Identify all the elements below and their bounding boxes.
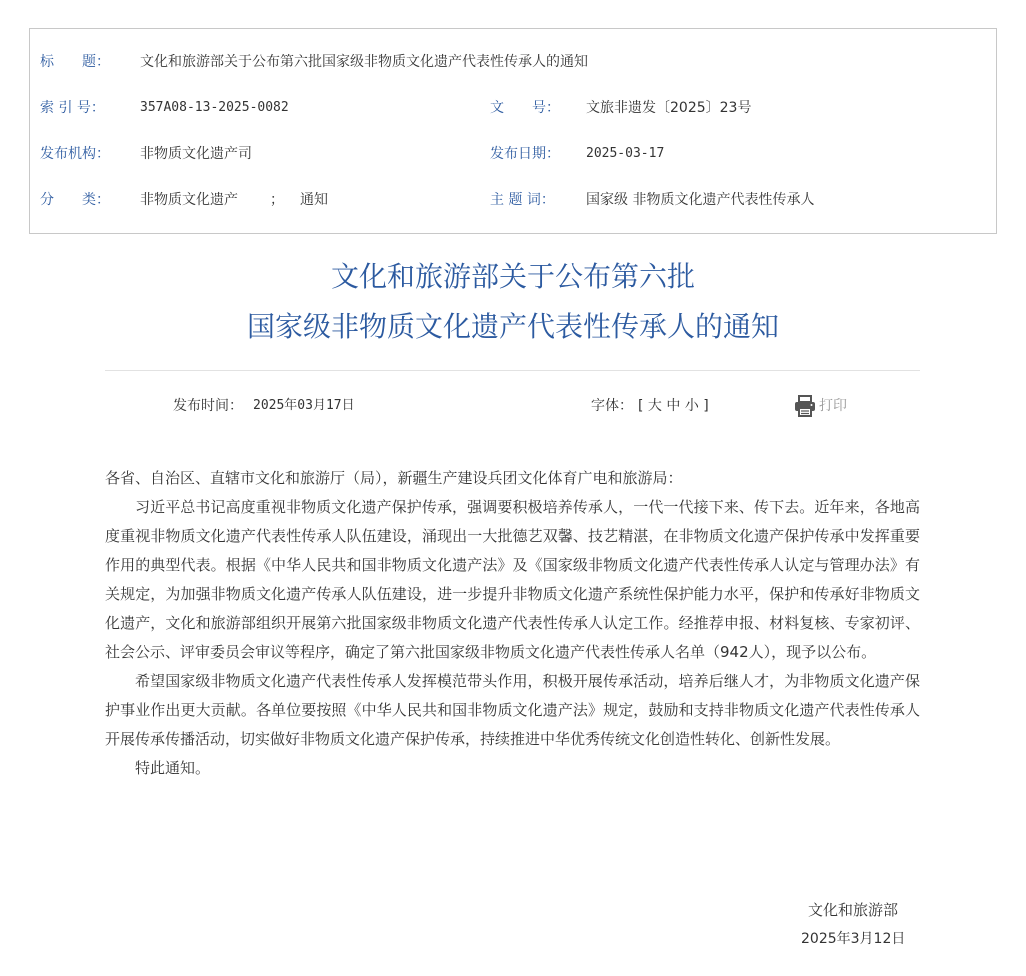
meta-row-category [30, 188, 996, 212]
closing-line: 特此通知。 [135, 759, 211, 777]
signature-date: 2025年3月12日 [801, 931, 906, 947]
meta-row-org [30, 142, 996, 166]
salutation: 各省、自治区、直辖市文化和旅游厅（局），新疆生产建设兵团文化体育广电和旅游局： [105, 469, 683, 487]
font-size-small-link[interactable]: 小 [684, 398, 699, 414]
document-title-line-2: 国家级非物质文化遗产代表性传承人的通知 [246, 310, 779, 343]
meta-row-title [30, 50, 996, 74]
meta-index-value: 357A08-13-2025-0082 [140, 100, 289, 115]
body-paragraph-1: 习近平总书记高度重视非物质文化遗产保护传承，强调要积极培养传承人，一代一代接下来、传下去。近年来，各地高度重视非物质文化遗产代表性传承人队伍建设，涌现出一大批德艺双馨、技艺精湛，在非物质文化遗产保护传承中发挥重要作用的典型代表。根据《中华人民共和国非物质文化遗产法》及《国家级非物质文化遗产代表性传承人认定与管理办法》有关规定，为加强非物质文化遗产传承人队伍建设，进一步提升非物质文化遗产系统性保护能力水平，保护和传承好非物质文化遗产，文化和旅游部组织开展第六批国家级非物质文化遗产代表性传承人认定工作。经推荐申报、材料复核、专家初评、社会公示、评审委员会审议等程序，确定了第六批国家级非物质文化遗产代表性传承人名单（942人），现予以公布。 [105, 498, 920, 661]
meta-row-index [30, 96, 996, 120]
meta-subject-label: 主 题 词： [490, 192, 555, 208]
font-size-selector [638, 394, 709, 418]
print-button[interactable] [793, 392, 847, 420]
meta-subject-value: 国家级 非物质文化遗产代表性传承人 [586, 192, 815, 208]
font-size-open-bracket: [ [638, 398, 644, 414]
signature-organization: 文化和旅游部 [808, 901, 899, 919]
meta-pubdate-label: 发布日期： [490, 146, 560, 162]
document-title-line-1: 文化和旅游部关于公布第六批 [330, 260, 695, 293]
meta-title-label: 标 题： [40, 54, 110, 70]
meta-category-separator: ； [270, 192, 284, 208]
print-label: 打印 [819, 398, 847, 414]
meta-category-label: 分 类： [40, 192, 110, 208]
font-size-large-link[interactable]: 大 [647, 398, 662, 414]
document-metadata-box [29, 28, 997, 234]
meta-index-label: 索 引 号： [40, 100, 105, 116]
title-divider [105, 370, 920, 371]
publish-time-value: 2025年03月17日 [253, 398, 355, 413]
publish-time-label: 发布时间： [173, 398, 243, 414]
meta-pubdate-value: 2025-03-17 [586, 146, 665, 161]
font-size-label: 字体： [591, 398, 633, 414]
document-info-bar [0, 394, 1026, 418]
meta-category-value-1: 非物质文化遗产 [140, 192, 238, 208]
meta-docno-label: 文 号： [490, 100, 560, 116]
body-paragraph-2: 希望国家级非物质文化遗产代表性传承人发挥模范带头作用，积极开展传承活动，培养后继人才，为非物质文化遗产保护事业作出更大贡献。各单位要按照《中华人民共和国非物质文化遗产法》规定，鼓励和支持非物质文化遗产代表性传承人开展传承传播活动，切实做好非物质文化遗产保护传承，持续推进中华优秀传统文化创造性转化、创新性发展。 [105, 672, 920, 748]
document-body [105, 464, 920, 783]
font-size-medium-link[interactable]: 中 [666, 398, 681, 414]
printer-icon [793, 394, 817, 418]
meta-title-value: 文化和旅游部关于公布第六批国家级非物质文化遗产代表性传承人的通知 [140, 54, 588, 70]
meta-docno-value: 文旅非遗发〔2025〕23号 [586, 100, 752, 116]
meta-category-value-2: 通知 [300, 192, 328, 208]
meta-org-value: 非物质文化遗产司 [140, 146, 252, 162]
font-size-close-bracket: ] [703, 398, 709, 414]
meta-org-label: 发布机构： [40, 146, 110, 162]
